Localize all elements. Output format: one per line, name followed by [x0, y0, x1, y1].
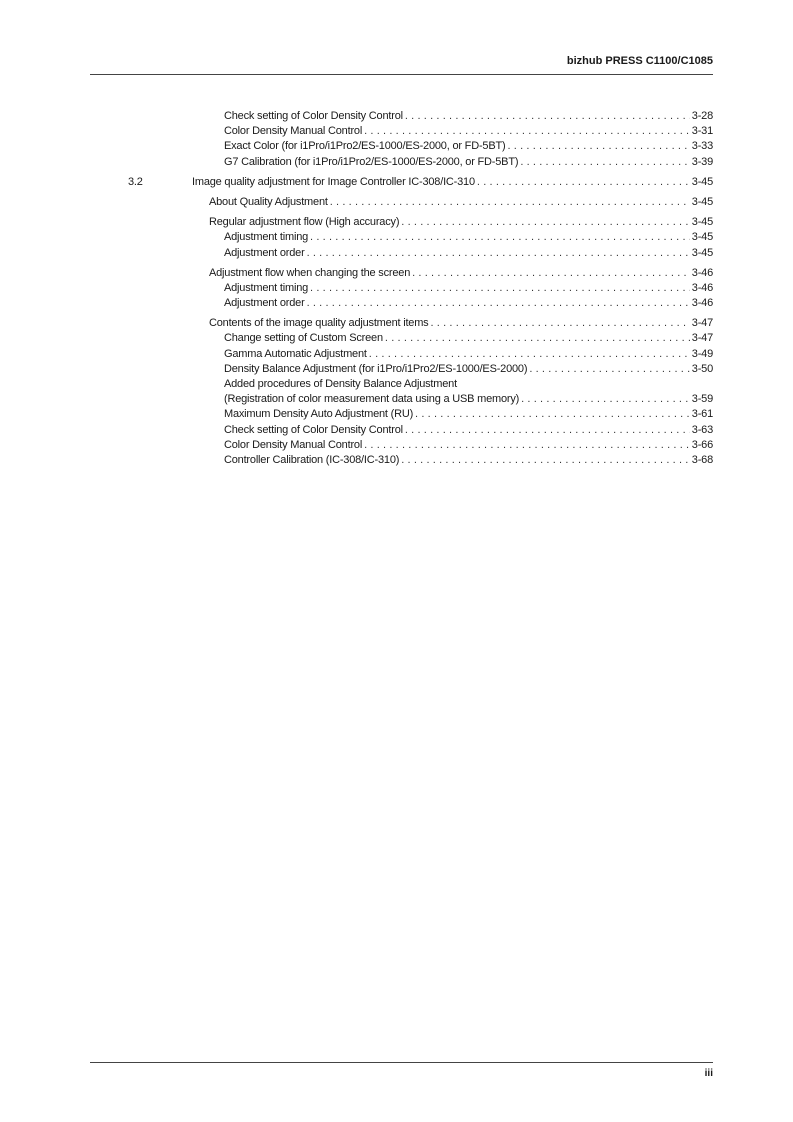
toc-entry-page: 3-33: [691, 140, 713, 153]
toc-dot-leader: [369, 347, 690, 362]
toc-entry-line: [224, 296, 713, 311]
toc-entry-page: 3-47: [691, 317, 713, 330]
toc-entry-page: 3-45: [691, 195, 713, 208]
toc-entry-page: 3-63: [691, 423, 713, 436]
toc-dot-leader: [430, 316, 689, 331]
toc-entry-line: [224, 438, 713, 453]
toc-dot-leader: [364, 438, 690, 453]
toc-entry-page: 3-46: [691, 266, 713, 279]
toc-entry-page: 3-49: [691, 347, 713, 360]
table-of-contents: [0, 109, 793, 468]
toc-entry-line: [224, 331, 713, 346]
toc-entry[interactable]: [0, 392, 793, 407]
toc-entry-title: Maximum Density Auto Adjustment (RU): [224, 408, 414, 421]
page-number: iii: [704, 1068, 713, 1079]
toc-entry[interactable]: [0, 266, 793, 281]
toc-entry-title: (Registration of color measurement data using a USB memory): [224, 393, 520, 406]
toc-entry-title: Color Density Manual Control: [224, 438, 363, 451]
toc-dot-leader: [330, 195, 690, 210]
toc-entry-line: [224, 109, 713, 124]
toc-entry-line: [209, 195, 713, 210]
toc-entry-title: Adjustment order: [224, 246, 305, 259]
toc-entry[interactable]: [0, 124, 793, 139]
toc-dot-leader: [385, 331, 690, 346]
toc-entry-line: [192, 175, 713, 190]
toc-entry-line: [224, 347, 713, 362]
toc-entry-line: [209, 215, 713, 230]
toc-entry[interactable]: [0, 139, 793, 154]
toc-entry-line: [224, 124, 713, 139]
header-rule: [90, 74, 713, 75]
toc-entry-line: [224, 230, 713, 245]
toc-entry-page: 3-28: [691, 110, 713, 122]
toc-entry-title: G7 Calibration (for i1Pro/i1Pro2/ES-1000/ES-2000, or FD-5BT): [224, 155, 519, 168]
toc-dot-leader: [412, 266, 690, 281]
toc-entry-title: Exact Color (for i1Pro/i1Pro2/ES-1000/ES-2000, or FD-5BT): [224, 140, 506, 153]
toc-entry[interactable]: [0, 316, 793, 331]
toc-dot-leader: [405, 109, 690, 124]
toc-entry-line: [209, 316, 713, 331]
toc-entry-page: 3-47: [691, 332, 713, 345]
toc-entry-page: 3-45: [691, 216, 713, 229]
toc-entry-line: [224, 155, 713, 170]
toc-entry-page: 3-66: [691, 438, 713, 451]
toc-entry-page: 3-50: [691, 362, 713, 375]
toc-dot-leader: [307, 296, 690, 311]
toc-entry-line: [209, 266, 713, 281]
toc-entry-title: Change setting of Custom Screen: [224, 332, 383, 345]
toc-entry-page: 3-46: [691, 297, 713, 310]
toc-entry[interactable]: [0, 331, 793, 346]
toc-dot-leader: [310, 230, 690, 245]
toc-dot-leader: [521, 392, 690, 407]
toc-dot-leader: [507, 139, 689, 154]
toc-entry-title: Controller Calibration (IC-308/IC-310): [224, 453, 400, 466]
toc-entry-page: 3-61: [691, 408, 713, 421]
toc-entry-line: [224, 377, 713, 392]
toc-entry-title: Added procedures of Density Balance Adjustment: [224, 378, 457, 390]
toc-entry-line: [224, 281, 713, 296]
toc-entry-title: Adjustment flow when changing the screen: [209, 266, 411, 279]
toc-entry[interactable]: [0, 423, 793, 438]
toc-entry-line: [224, 392, 713, 407]
toc-entry-line: [224, 139, 713, 154]
toc-entry-title: Density Balance Adjustment (for i1Pro/i1Pro2/ES-1000/ES-2000): [224, 362, 528, 375]
toc-entry-title: Check setting of Color Density Control: [224, 423, 403, 436]
toc-entry-title: Contents of the image quality adjustment items: [209, 317, 429, 330]
toc-entry-page: 3-45: [691, 246, 713, 259]
toc-entry-title: About Quality Adjustment: [209, 195, 328, 208]
toc-section-number: 3.2: [128, 175, 143, 188]
toc-entry[interactable]: [0, 347, 793, 362]
toc-entry-line: [224, 407, 713, 422]
toc-entry-page: 3-45: [691, 175, 713, 188]
toc-entry[interactable]: [0, 195, 793, 210]
toc-entry[interactable]: [0, 362, 793, 377]
toc-entry[interactable]: [0, 246, 793, 261]
toc-dot-leader: [401, 453, 690, 468]
toc-entry-line: [224, 423, 713, 438]
toc-dot-leader: [529, 362, 689, 377]
toc-entry[interactable]: [0, 407, 793, 422]
toc-entry-title: Gamma Automatic Adjustment: [224, 347, 367, 360]
toc-entry[interactable]: [0, 438, 793, 453]
toc-dot-leader: [310, 281, 690, 296]
toc-entry[interactable]: [0, 230, 793, 245]
toc-entry-page: 3-39: [691, 155, 713, 168]
toc-dot-leader: [415, 407, 690, 422]
toc-entry[interactable]: [0, 281, 793, 296]
toc-dot-leader: [477, 175, 690, 190]
toc-entry-title: Image quality adjustment for Image Controller IC-308/IC-310: [192, 175, 475, 188]
toc-entry-line: [224, 453, 713, 468]
toc-entry-line: [224, 246, 713, 261]
toc-entry-title: Regular adjustment flow (High accuracy): [209, 216, 400, 229]
toc-entry[interactable]: [0, 109, 793, 124]
toc-dot-leader: [520, 155, 689, 170]
toc-entry-page: 3-46: [691, 281, 713, 294]
toc-entry[interactable]: [0, 453, 793, 468]
toc-dot-leader: [405, 423, 690, 438]
toc-dot-leader: [307, 246, 690, 261]
toc-entry-page: 3-31: [691, 125, 713, 138]
toc-entry-title: Adjustment order: [224, 297, 305, 310]
page-header-title: bizhub PRESS C1100/C1085: [566, 55, 713, 67]
toc-dot-leader: [401, 215, 690, 230]
toc-entry-page: 3-45: [691, 231, 713, 244]
toc-entry-title: Adjustment timing: [224, 231, 309, 244]
toc-entry-page: 3-59: [691, 393, 713, 406]
toc-entry[interactable]: [0, 215, 793, 230]
toc-dot-leader: [364, 124, 690, 139]
toc-entry-title: Color Density Manual Control: [224, 125, 363, 138]
toc-entry-page: 3-68: [691, 453, 713, 466]
footer-rule: [90, 1062, 713, 1063]
toc-entry-title: Check setting of Color Density Control: [224, 110, 403, 122]
toc-entry-line: [224, 362, 713, 377]
toc-entry[interactable]: [0, 155, 793, 170]
toc-entry-title: Adjustment timing: [224, 281, 309, 294]
toc-entry[interactable]: [0, 175, 793, 190]
toc-entry[interactable]: [0, 377, 793, 392]
toc-entry[interactable]: [0, 296, 793, 311]
